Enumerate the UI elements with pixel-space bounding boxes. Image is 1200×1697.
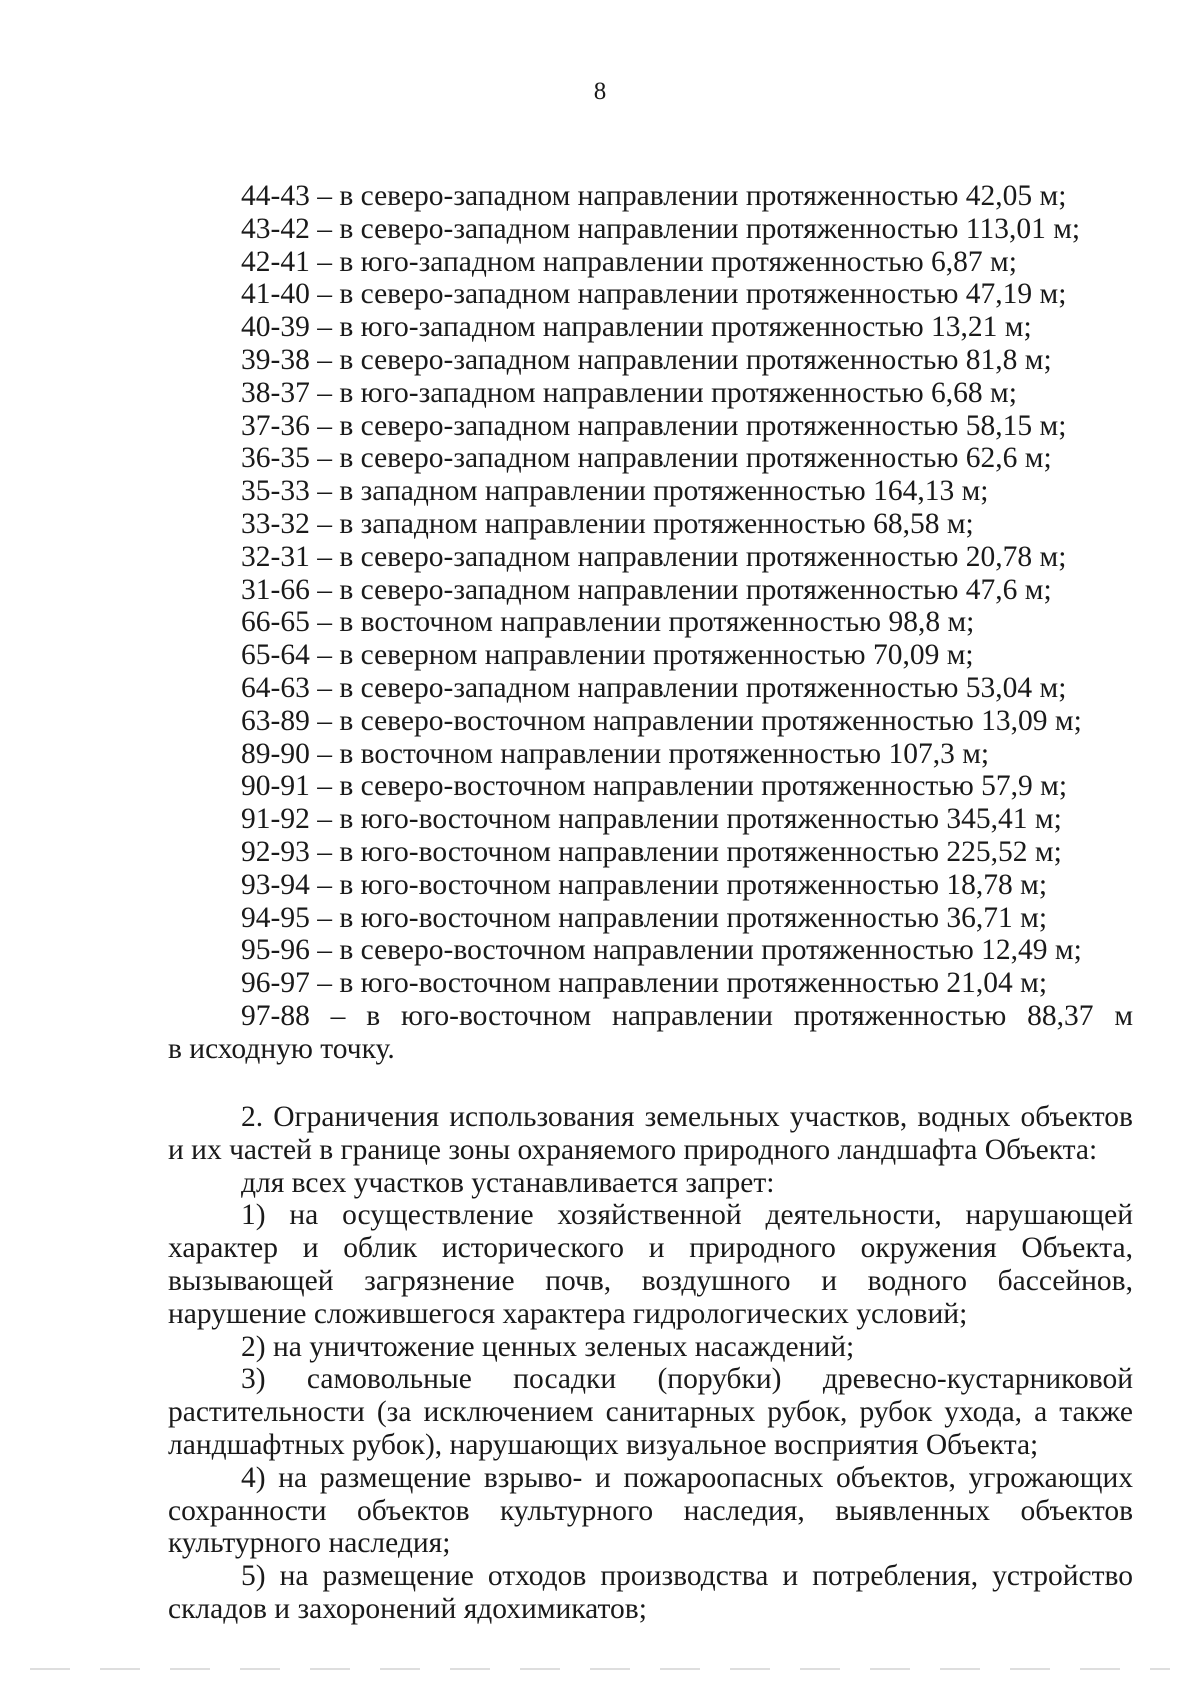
restriction-item: 5) на размещение отходов производства и потребления, устройство складов и захоронений ядохимикатов; xyxy=(168,1560,1133,1625)
restriction-item: 2) на уничтожение ценных зеленых насаждений; xyxy=(241,1330,855,1363)
restrictions-section xyxy=(168,1101,1133,1626)
segment-line: 64-63 – в северо-западном направлении протяженностью 53,04 м; xyxy=(241,671,1067,704)
scan-artifact-line xyxy=(30,1668,1170,1670)
segment-continuation: в исходную точку. xyxy=(168,1032,395,1065)
segment-line: 89-90 – в восточном направлении протяженностью 107,3 м; xyxy=(241,737,990,770)
segment-line: 43-42 – в северо-западном направлении протяженностью 113,01 м; xyxy=(241,212,1081,245)
segment-line: 40-39 – в юго-западном направлении протяженностью 13,21 м; xyxy=(241,311,1032,344)
segment-line: 63-89 – в северо-восточном направлении протяженностью 13,09 м; xyxy=(241,704,1082,737)
segment-line: 93-94 – в юго-восточном направлении протяженностью 18,78 м; xyxy=(241,868,1048,901)
boundary-segment-list xyxy=(168,180,1133,1066)
segment-line: 96-97 – в юго-восточном направлении протяженностью 21,04 м; xyxy=(241,967,1048,1000)
segment-line: 91-92 – в юго-восточном направлении протяженностью 345,41 м; xyxy=(241,803,1062,836)
segment-line: 65-64 – в северном направлении протяженностью 70,09 м; xyxy=(241,639,974,672)
segment-line: 31-66 – в северо-западном направлении протяженностью 47,6 м; xyxy=(241,573,1052,606)
segment-line: 94-95 – в юго-восточном направлении протяженностью 36,71 м; xyxy=(241,901,1048,934)
segment-line: 95-96 – в северо-восточном направлении протяженностью 12,49 м; xyxy=(241,934,1082,967)
segment-line: 32-31 – в северо-западном направлении протяженностью 20,78 м; xyxy=(241,540,1067,573)
section-heading-paragraph: 2. Ограничения использования земельных участков, водных объектов и их частей в границе зоны охраняемого природного ландшафта Объекта: xyxy=(168,1101,1133,1166)
segment-line: 41-40 – в северо-западном направлении протяженностью 47,19 м; xyxy=(241,278,1067,311)
restriction-item: 3) самовольные посадки (порубки) древесно-кустарниковой растительности (за исключением санитарных рубок, рубок ухода, а также ландшафтных рубок), нарушающих визуальное восприятия Объекта; xyxy=(168,1363,1133,1461)
segment-line: 42-41 – в юго-западном направлении протяженностью 6,87 м; xyxy=(241,245,1017,278)
segment-line: 33-32 – в западном направлении протяженностью 68,58 м; xyxy=(241,507,974,540)
segment-line: 35-33 – в западном направлении протяженностью 164,13 м; xyxy=(241,475,989,508)
segment-line: 92-93 – в юго-восточном направлении протяженностью 225,52 м; xyxy=(241,835,1062,868)
segment-line-last: 97-88 – в юго-восточном направлении протяженностью 88,37 м xyxy=(241,999,1133,1032)
restriction-item: 1) на осуществление хозяйственной деятельности, нарушающей характер и облик исторического и природного окружения Объекта, вызывающей загрязнение почв, воздушного и водного бассейнов, нарушение сложившегося характера гидрологических условий; xyxy=(168,1199,1133,1330)
segment-line: 39-38 – в северо-западном направлении протяженностью 81,8 м; xyxy=(241,343,1052,376)
segment-line: 38-37 – в юго-западном направлении протяженностью 6,68 м; xyxy=(241,376,1017,409)
segment-line: 37-36 – в северо-западном направлении протяженностью 58,15 м; xyxy=(241,409,1067,442)
segment-line: 90-91 – в северо-восточном направлении протяженностью 57,9 м; xyxy=(241,770,1068,803)
segment-line: 36-35 – в северо-западном направлении протяженностью 62,6 м; xyxy=(241,442,1052,475)
section-intro: для всех участков устанавливается запрет: xyxy=(241,1166,775,1199)
page-number: 8 xyxy=(593,78,607,105)
restriction-item: 4) на размещение взрыво- и пожароопасных объектов, угрожающих сохранности объектов культурного наследия, выявленных объектов культурного наследия; xyxy=(168,1461,1133,1560)
segment-line: 44-43 – в северо-западном направлении протяженностью 42,05 м; xyxy=(241,180,1067,212)
segment-line: 66-65 – в восточном направлении протяженностью 98,8 м; xyxy=(241,606,975,639)
